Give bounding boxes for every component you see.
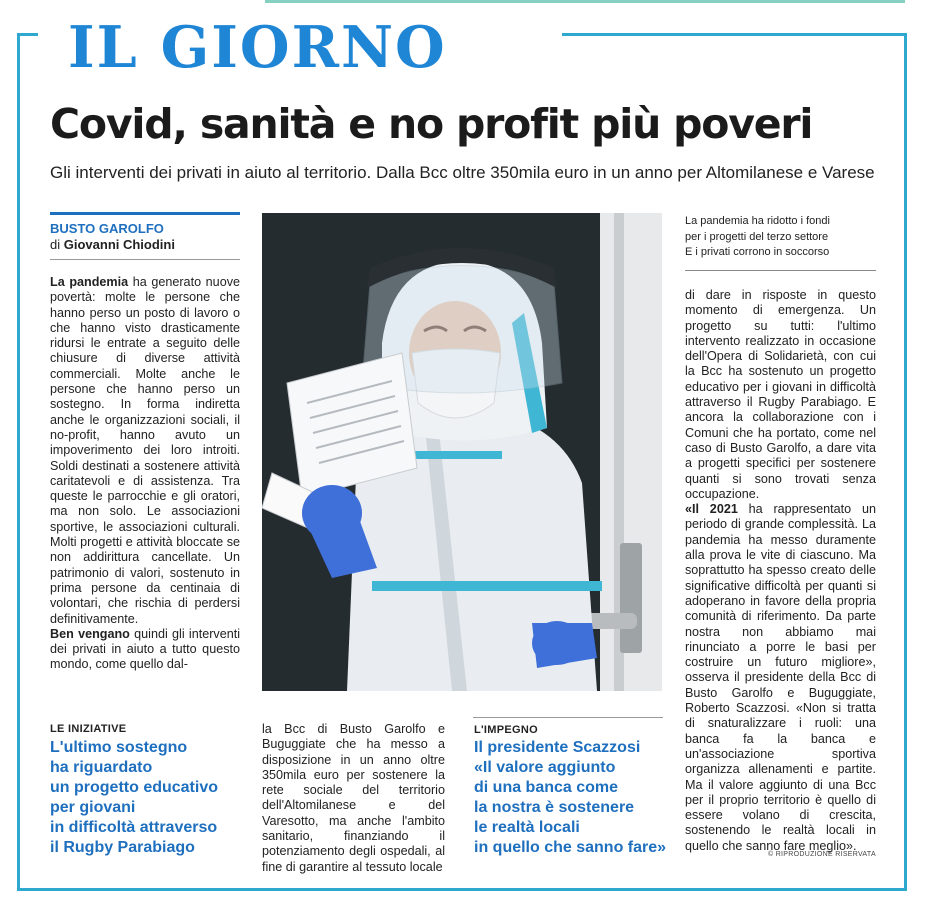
quote-rule <box>473 717 663 718</box>
lead-bold: La pandemia <box>50 275 129 289</box>
sidebar-title <box>50 738 250 858</box>
body-column-1 <box>50 275 240 673</box>
lead-bold: «Il 2021 <box>685 502 738 517</box>
byline-rule <box>50 212 240 215</box>
byline-prefix: di <box>50 237 61 252</box>
article-headline: Covid, sanità e no profit più poveri <box>50 100 813 148</box>
paragraph-text: quindi gli interventi dei privati in aiuto a tutto questo mondo, come quello dal- <box>50 626 241 672</box>
sidebar-line: un progetto educativo <box>50 779 218 796</box>
paragraph-text: ha generato nuove povertà: molte le persone che hanno perso un posto di lavoro o che hanno visto drasticamente ridursi le entrate a seguito delle chiusure di diverse attività commerciali. Molte anche le persone che hanno perso un sostegno. In forma indiretta anche le organizzazioni sociali, il no-profit, hanno avuto un impoverimento dei loro introiti. Soldi destinati a sostenere attività caritatevoli e di assistenza. Tra queste le parrocchie e gli oratori, ma non solo. Le associazioni sportive, le associazioni culturali. Molti progetti e attività bloccate se non addirittura cancellate. Un patrimonio di valori, sostenuto in prima persone da centinaia di volontari, che rischia di perdersi definitivamente. <box>50 275 240 626</box>
sidebar-line: il Rugby Parabiago <box>50 839 195 856</box>
paragraph <box>50 627 240 673</box>
quote-line: Il presidente Scazzosi <box>474 739 641 756</box>
pull-quote-line: per i progetti del terzo settore <box>685 230 829 243</box>
sidebar-line: per giovani <box>50 799 136 816</box>
quote-line: «Il valore aggiunto <box>474 759 616 776</box>
reproduction-notice: © RIPRODUZIONE RISERVATA <box>768 851 876 858</box>
pull-quote-line: La pandemia ha ridotto i fondi <box>685 215 830 227</box>
body-column-3 <box>262 722 445 875</box>
top-accent-line <box>265 0 905 3</box>
pull-quote-rule <box>685 270 876 271</box>
paragraph-text: ha rappresentato un periodo di grande complessità. La pandemia ha messo duramente alla prova le vite di ciascuno. Ma soprattutto ha spesso creato delle significative difficoltà per quanti si adoperano in favore della propria comunità di riferimento. Da parte nostra non abbiamo mai rinunciato a porre le basi per costruire un futuro migliore», osserva il presidente della Bcc di Busto Garolfo e Buguggiate, Roberto Scazzosi. «Non si tratta di snaturalizzare i ruoli: una banca fa la banca e un'associazione sportiva organizza allenamenti e partite. Ma il valore aggiunto di una Bcc per il proprio territorio è quello di essere volano di crescita, sostenendo le realtà locali in quello che sanno fare meglio». <box>685 502 876 853</box>
pull-quote <box>685 214 880 261</box>
quote-line: le realtà locali <box>474 819 580 836</box>
quote-line: di una banca come <box>474 779 619 796</box>
quote-line: la nostra è sostenere <box>474 799 635 816</box>
sidebar-line: L'ultimo sostegno <box>50 739 188 756</box>
pull-quote-line: E i privati corrono in soccorso <box>685 246 830 258</box>
paragraph-text: la Bcc di Busto Garolfo e Buguggiate che ha messo a disposizione in un anno oltre 350mila euro per sostenere la rete sociale del territorio dell'Altomilanese e del Varesotto, ma anche l'ambito sanitario, finanziando il potenziamento degli ospedali, al fine di garantire al tessuto locale <box>262 722 445 874</box>
sidebar-line: ha riguardato <box>50 759 153 776</box>
newspaper-masthead: IL GIORNO <box>68 14 447 81</box>
quote-label: L'IMPEGNO <box>474 724 538 736</box>
body-column-5 <box>685 288 876 854</box>
byline-separator <box>50 259 240 260</box>
byline-author <box>50 237 175 252</box>
author-name: Giovanni Chiodini <box>63 237 175 252</box>
article-photo <box>262 213 662 691</box>
byline-place: BUSTO GAROLFO <box>50 221 164 236</box>
quote-line: in quello che sanno fare» <box>474 839 667 856</box>
paragraph <box>50 275 240 627</box>
sidebar-line: in difficoltà attraverso <box>50 819 218 836</box>
lead-bold: Ben vengano <box>50 626 130 641</box>
sidebar-label: LE INIZIATIVE <box>50 723 127 735</box>
article-subheadline: Gli interventi dei privati in aiuto al territorio. Dalla Bcc oltre 350mila euro in un anno per Altomilanese e Varese <box>50 163 875 182</box>
quote-title <box>474 738 674 858</box>
healthcare-worker-photo <box>262 213 662 691</box>
paragraph-text: di dare in risposte in questo momento di emergenza. Un progetto su tutti: l'ultimo intervento realizzato in occasione dell'Opera di Solidarietà, con cui la Bcc ha sostenuto un progetto educativo per i giovani in difficoltà attraverso il Rugby Parabiago. E ancora la collaborazione con i Comuni che ha portato, come nel caso di Busto Garolfo, a dare vita a progetti specifici per sostenere quanti si sono trovati senza occupazione. <box>685 288 876 501</box>
paragraph <box>685 502 876 854</box>
